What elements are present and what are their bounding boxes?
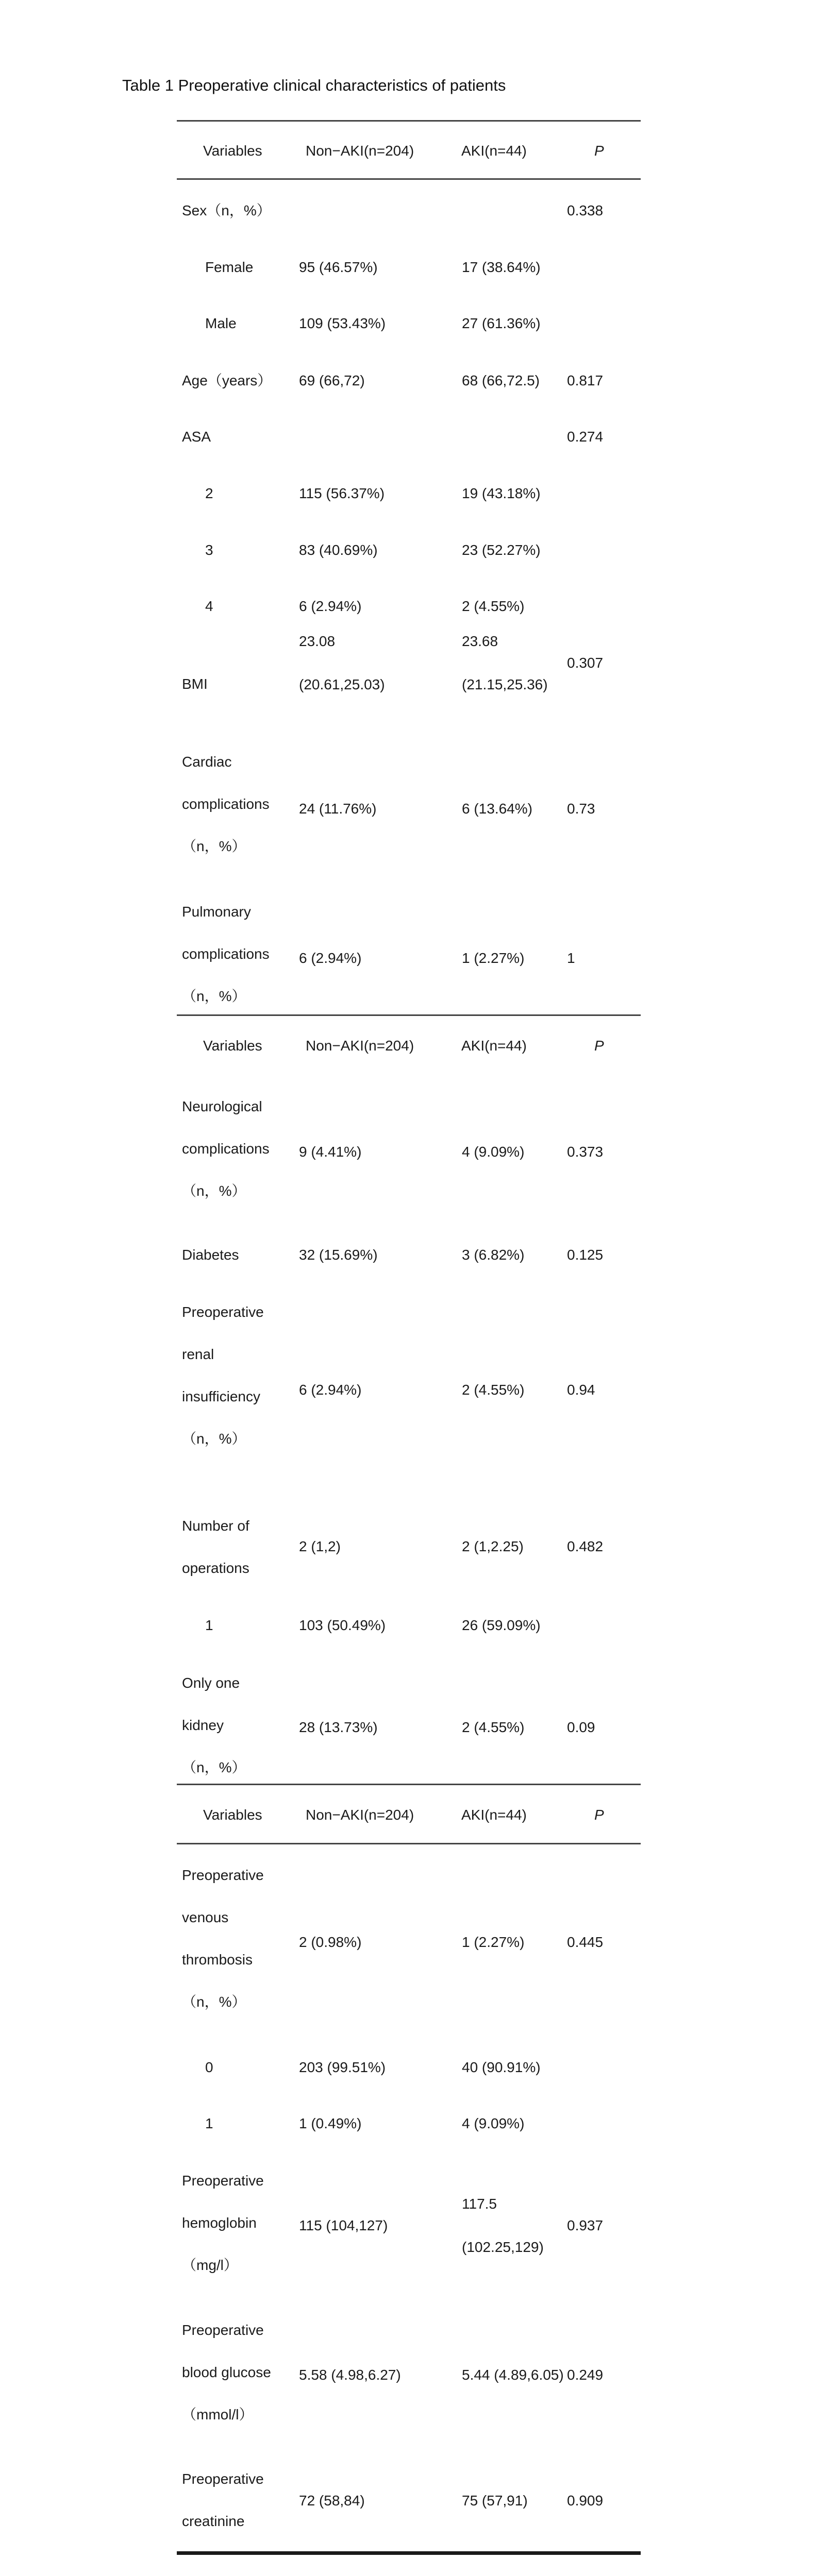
row-label: thrombosis [182,1952,253,1968]
row-label: （n，%） [182,1431,246,1447]
header-bottom-rule [177,178,641,180]
row-label: Preoperative [182,2173,264,2189]
cell-non-aki: 23.08 [299,633,336,649]
header-top-rule [177,120,641,122]
header-p: P [594,1038,604,1054]
row-label: （n，%） [182,1759,246,1775]
row-label: Preoperative [182,2471,264,2487]
cell-p-value: 0.125 [567,1247,604,1263]
row-label: （n，%） [182,838,246,854]
cell-p-value: 0.307 [567,655,604,671]
cell-non-aki: 83 (40.69%) [299,542,378,558]
cell-aki: 2 (4.55%) [462,598,525,614]
header-p: P [594,1807,604,1823]
cell-non-aki: 5.58 (4.98,6.27) [299,2367,401,2383]
cell-p-value: 0.937 [567,2217,604,2233]
cell-aki: 26 (59.09%) [462,1617,541,1633]
row-label: Sex（n，%） [182,202,271,218]
row-label: creatinine [182,2513,245,2529]
cell-p-value: 0.274 [567,429,604,445]
cell-non-aki: 32 (15.69%) [299,1247,378,1263]
row-label: Age（years） [182,372,272,388]
header-non-aki: Non−AKI(n=204) [306,1807,414,1823]
cell-p-value: 0.249 [567,2367,604,2383]
cell-non-aki: 28 (13.73%) [299,1719,378,1735]
cell-p-value: 0.445 [567,1934,604,1950]
cell-non-aki: 115 (56.37%) [299,485,385,501]
cell-aki: 4 (9.09%) [462,2115,525,2131]
cell-aki: 2 (4.55%) [462,1719,525,1735]
cell-p-value: 0.482 [567,1538,604,1554]
cell-aki: 4 (9.09%) [462,1144,525,1160]
header-variables: Variables [203,1038,262,1054]
cell-aki: 75 (57,91) [462,2493,528,2509]
row-label: Number of [182,1518,249,1534]
row-label: Pulmonary [182,904,251,920]
row-label: （n，%） [182,1183,246,1199]
header-non-aki: Non−AKI(n=204) [306,1038,414,1054]
row-label: 1 [205,1617,213,1633]
cell-p-value: 0.817 [567,372,604,388]
cell-aki: 23 (52.27%) [462,542,541,558]
row-label: blood glucose [182,2364,271,2380]
row-label: 0 [205,2059,213,2075]
cell-non-aki: 6 (2.94%) [299,1382,362,1398]
row-label: Preoperative [182,1867,264,1883]
row-label: 1 [205,2115,213,2131]
cell-non-aki: 69 (66,72) [299,372,365,388]
row-label: 4 [205,598,213,614]
cell-non-aki: (20.61,25.03) [299,676,385,692]
header-top-rule [177,1014,641,1016]
cell-non-aki: 1 (0.49%) [299,2115,362,2131]
cell-non-aki: 95 (46.57%) [299,259,378,275]
table-bottom-rule [177,2551,641,2555]
row-label: kidney [182,1717,224,1733]
row-label: 2 [205,485,213,501]
cell-aki: 2 (4.55%) [462,1382,525,1398]
header-top-rule [177,1784,641,1785]
cell-aki: 117.5 [462,2196,497,2212]
row-label: （mg/l） [182,2257,238,2273]
row-label: （mmol/l） [182,2406,254,2422]
cell-non-aki: 2 (0.98%) [299,1934,362,1950]
table-caption: Table 1 Preoperative clinical characteristics of patients [122,76,506,94]
row-label: operations [182,1560,249,1576]
cell-aki: 27 (61.36%) [462,315,541,331]
header-non-aki: Non−AKI(n=204) [306,143,414,159]
row-label: insufficiency [182,1388,261,1404]
row-label: hemoglobin [182,2215,257,2231]
header-aki: AKI(n=44) [461,1807,527,1823]
cell-aki: 1 (2.27%) [462,1934,525,1950]
row-label: （n，%） [182,988,246,1004]
row-label: Only one [182,1675,240,1691]
cell-non-aki: 24 (11.76%) [299,801,377,817]
cell-aki: 5.44 (4.89,6.05) [462,2367,564,2383]
row-label: ASA [182,429,211,445]
cell-p-value: 0.94 [567,1382,595,1398]
cell-aki: 23.68 [462,633,498,649]
cell-non-aki: 6 (2.94%) [299,950,362,966]
header-aki: AKI(n=44) [461,1038,527,1054]
cell-non-aki: 72 (58,84) [299,2493,365,2509]
cell-aki: 68 (66,72.5) [462,372,540,388]
cell-p-value: 0.909 [567,2493,604,2509]
cell-aki: 6 (13.64%) [462,801,532,817]
cell-non-aki: 9 (4.41%) [299,1144,362,1160]
cell-aki: 1 (2.27%) [462,950,525,966]
header-variables: Variables [203,143,262,159]
row-label: Neurological [182,1098,262,1114]
cell-p-value: 0.338 [567,202,604,218]
row-label: renal [182,1346,214,1362]
cell-non-aki: 115 (104,127) [299,2217,388,2233]
row-label: 3 [205,542,213,558]
row-label: Male [205,315,237,331]
header-p: P [594,143,604,159]
cell-aki: 3 (6.82%) [462,1247,525,1263]
row-label: complications [182,796,270,812]
row-label: complications [182,946,270,962]
cell-non-aki: 2 (1,2) [299,1538,341,1554]
cell-p-value: 0.373 [567,1144,604,1160]
row-label: （n，%） [182,1994,246,2010]
cell-non-aki: 103 (50.49%) [299,1617,386,1633]
cell-non-aki: 109 (53.43%) [299,315,386,331]
cell-p-value: 0.73 [567,801,595,817]
cell-non-aki: 203 (99.51%) [299,2059,386,2075]
cell-non-aki: 6 (2.94%) [299,598,362,614]
cell-aki: 2 (1,2.25) [462,1538,524,1554]
header-aki: AKI(n=44) [461,143,527,159]
row-label: venous [182,1909,229,1925]
cell-aki: (21.15,25.36) [462,676,548,692]
cell-aki: (102.25,129) [462,2239,544,2255]
header-variables: Variables [203,1807,262,1823]
row-label: Female [205,259,254,275]
cell-aki: 19 (43.18%) [462,485,541,501]
header-bottom-rule [177,1843,641,1844]
row-label: BMI [182,676,208,692]
row-label: Diabetes [182,1247,239,1263]
cell-aki: 40 (90.91%) [462,2059,541,2075]
row-label: Preoperative [182,2322,264,2338]
row-label: complications [182,1141,270,1157]
cell-aki: 17 (38.64%) [462,259,541,275]
cell-p-value: 0.09 [567,1719,595,1735]
cell-p-value: 1 [567,950,575,966]
row-label: Preoperative [182,1304,264,1320]
row-label: Cardiac [182,754,232,770]
